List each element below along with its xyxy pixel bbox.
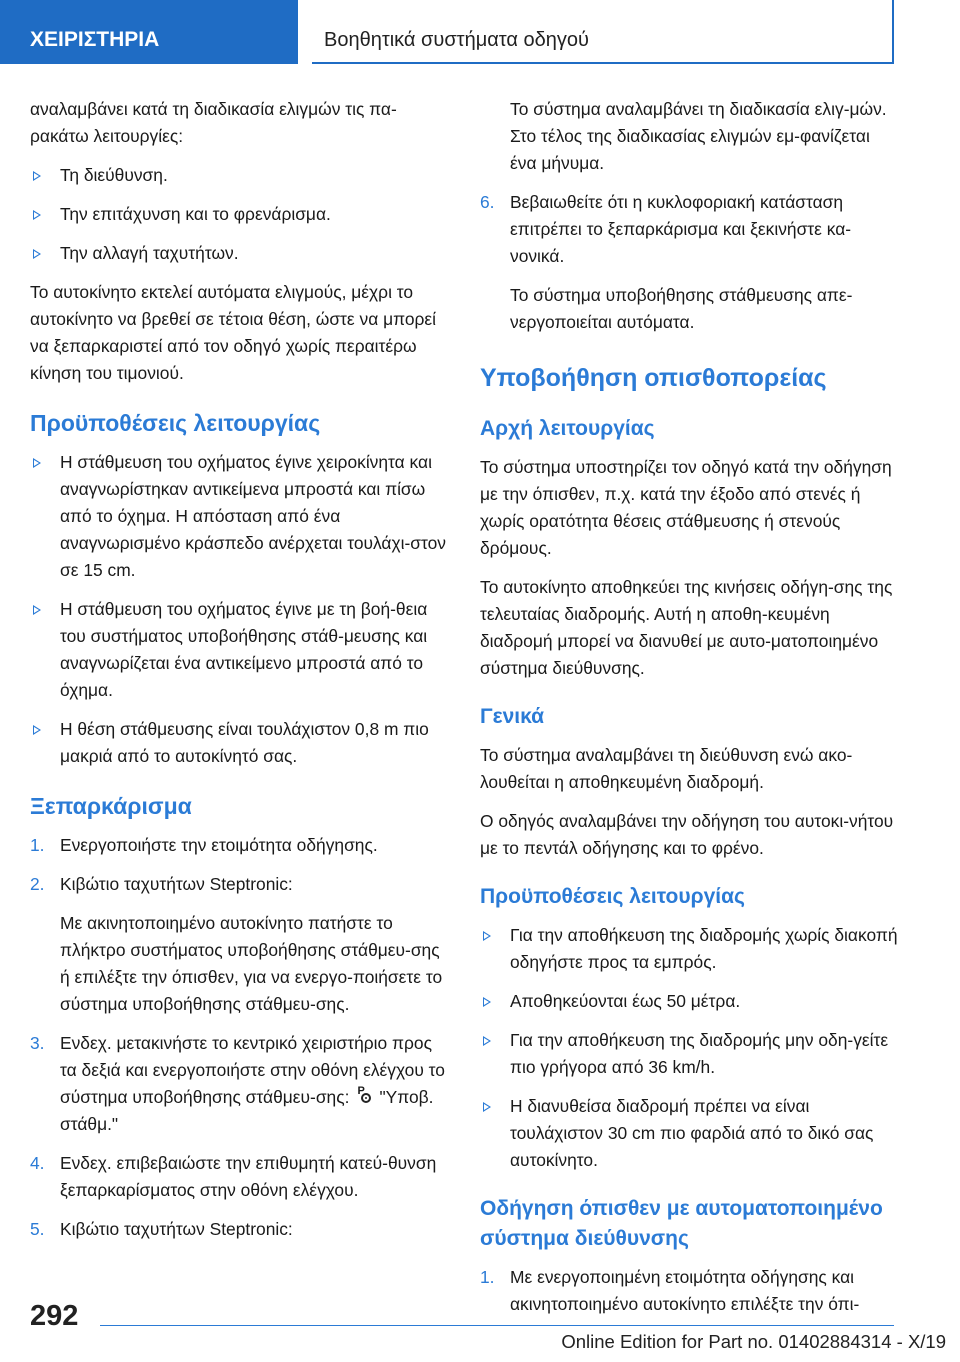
step-item: 4. Ενδεχ. επιβεβαιώστε την επιθυμητή κατεύ-θυνση ξεπαρκαρίσματος στην οθόνη ελέγχου. — [30, 1153, 437, 1200]
step-item: 1. Με ενεργοποιημένη ετοιμότητα οδήγησης και ακινητοποιημένο αυτοκίνητο επιλέξτε την όπι- — [480, 1267, 860, 1314]
bullet-triangle-icon — [483, 1102, 491, 1112]
bullet-triangle-icon — [33, 210, 41, 220]
step-detail: Με ακινητοποιημένο αυτοκίνητο πατήστε το πλήκτρο συστήματος υποβοήθησης στάθμευ-σης ή επιλέξτε την όπισθεν, για να ενεργο-ποιήσετε το σύστημα υποβοήθησης στάθμευ-σης. — [60, 913, 443, 1014]
paragraph: Το αυτοκίνητο αποθηκεύει της κινήσεις οδήγη-σης της τελευταίας διαδρομής. Αυτή η αποθη-κευμένη διαδρομή μπορεί να διανυθεί με αυτο-ματοποιημένο σύστημα διεύθυνσης. — [480, 577, 893, 678]
heading-pull-out: Ξεπαρκάρισμα — [30, 793, 192, 819]
bullet-triangle-icon — [483, 931, 491, 941]
heading-principle: Αρχή λειτουργίας — [480, 417, 655, 440]
bullet-triangle-icon — [483, 997, 491, 1007]
footer-divider — [100, 1325, 894, 1326]
list-item: Τη διεύθυνση. — [30, 162, 448, 189]
step-item: 1. Ενεργοποιήστε την ετοιμότητα οδήγησης. — [30, 835, 378, 855]
step-item: 2. Κιβώτιο ταχυτήτων Steptronic: — [30, 874, 293, 894]
header-tab: ΧΕΙΡΙΣΤΗΡΙΑ — [0, 0, 298, 64]
right-column — [480, 96, 898, 1330]
paragraph: Το σύστημα υποστηρίζει τον οδηγό κατά την οδήγηση με την όπισθεν, π.χ. κατά την έξοδο από στενές ή χωρίς ορατότητα θέσεις στάθμευσης ή στενούς δρόμους. — [480, 457, 892, 558]
paragraph: Ο οδηγός αναλαμβάνει την οδήγηση του αυτοκι-νήτου με το πεντάλ οδήγησης και το φρένο. — [480, 811, 894, 858]
footer-edition: Online Edition for Part no. 01402884314 - X/19 — [561, 1331, 946, 1352]
step-item: 3. Ενδεχ. μετακινήστε το κεντρικό χειριστήριο προς τα δεξιά και ενεργοποιήστε στην οθόνη ελέγχου το σύστημα υποβοήθησης στάθμευ-σης: P "Υποβ. στάθμ." — [30, 1033, 445, 1134]
list-item: Αποθηκεύονται έως 50 μέτρα. — [480, 988, 898, 1015]
list-item: Την επιτάχυνση και το φρενάρισμα. — [30, 201, 448, 228]
bullet-triangle-icon — [33, 605, 41, 615]
bullet-triangle-icon — [33, 458, 41, 468]
step-detail: Το σύστημα αναλαμβάνει τη διαδικασία ελιγ-μών. Στο τέλος της διαδικασίας ελιγμών εμ-φανίζεται ένα μήνυμα. — [510, 99, 887, 173]
heading-requirements: Προϋποθέσεις λειτουργίας — [480, 885, 745, 908]
step-detail: Το σύστημα υποβοήθησης στάθμευσης απε-νεργοποιείται αυτόματα. — [510, 285, 853, 332]
section-title: Βοηθητικά συστήματα οδηγού — [312, 0, 894, 64]
bullet-triangle-icon — [483, 1036, 491, 1046]
page-number: 292 — [30, 1300, 79, 1332]
menu-item-label: "Υποβ. στάθμ." — [60, 1087, 434, 1134]
bullet-triangle-icon — [33, 171, 41, 181]
step-item: 5. Κιβώτιο ταχυτήτων Steptronic: — [30, 1219, 293, 1239]
heading-reversing-assistant: Υποβοήθηση οπισθοπορείας — [480, 364, 827, 392]
heading-general: Γενικά — [480, 705, 545, 728]
paragraph: Το σύστημα αναλαμβάνει τη διεύθυνση ενώ ακο-λουθείται η αποθηκευμένη διαδρομή. — [480, 745, 853, 792]
bullet-triangle-icon — [33, 249, 41, 259]
list-item: Η διανυθείσα διαδρομή πρέπει να είναι τουλάχιστον 30 cm πιο φαρδιά από το δικό σας αυτοκίνητο. — [480, 1093, 898, 1174]
step-item: 6. Βεβαιωθείτε ότι η κυκλοφοριακή κατάσταση επιτρέπει το ξεπαρκάρισμα και ξεκινήστε κα-νονικά. — [480, 192, 852, 266]
paragraph: Το αυτοκίνητο εκτελεί αυτόματα ελιγμούς, μέχρι το αυτοκίνητο να βρεθεί σε τέτοια θέση, ώστε να μπορεί να ξεπαρκαριστεί από τον οδηγό χωρίς περαιτέρω κίνηση του τιμονιού. — [30, 282, 437, 383]
list-item: Για την αποθήκευση της διαδρομής χωρίς διακοπή οδηγήστε προς τα εμπρός. — [480, 922, 898, 976]
bullet-triangle-icon — [33, 725, 41, 735]
heading-reverse-driving: Οδήγηση όπισθεν με αυτοματοποιημένο σύστημα διεύθυνσης — [480, 1197, 883, 1250]
list-item: Την αλλαγή ταχυτήτων. — [30, 240, 448, 267]
list-item: Η στάθμευση του οχήματος έγινε με τη βοή-θεια του συστήματος υποβοήθησης στάθ-μευσης και αναγνωρίζεται ένα αντικείμενο μπροστά από το όχημα. — [30, 596, 448, 704]
parking-assistant-icon: P — [357, 1089, 373, 1105]
intro-text: αναλαμβάνει κατά τη διαδικασία ελιγμών τις πα-ρακάτω λειτουργίες: — [30, 99, 397, 146]
heading-requirements: Προϋποθέσεις λειτουργίας — [30, 410, 321, 436]
left-column — [30, 96, 448, 1255]
list-item: Για την αποθήκευση της διαδρομής μην οδη-γείτε πιο γρήγορα από 36 km/h. — [480, 1027, 898, 1081]
list-item: Η στάθμευση του οχήματος έγινε χειροκίνητα και αναγνωρίστηκαν αντικείμενα μπροστά και πίσω από το όχημα. Η απόσταση από ένα αναγνωρισμένο κράσπεδο ανέρχεται τουλάχι-στον σε 15 cm. — [30, 449, 448, 584]
list-item: Η θέση στάθμευσης είναι τουλάχιστον 0,8 m πιο μακριά από το αυτοκίνητό σας. — [30, 716, 448, 770]
